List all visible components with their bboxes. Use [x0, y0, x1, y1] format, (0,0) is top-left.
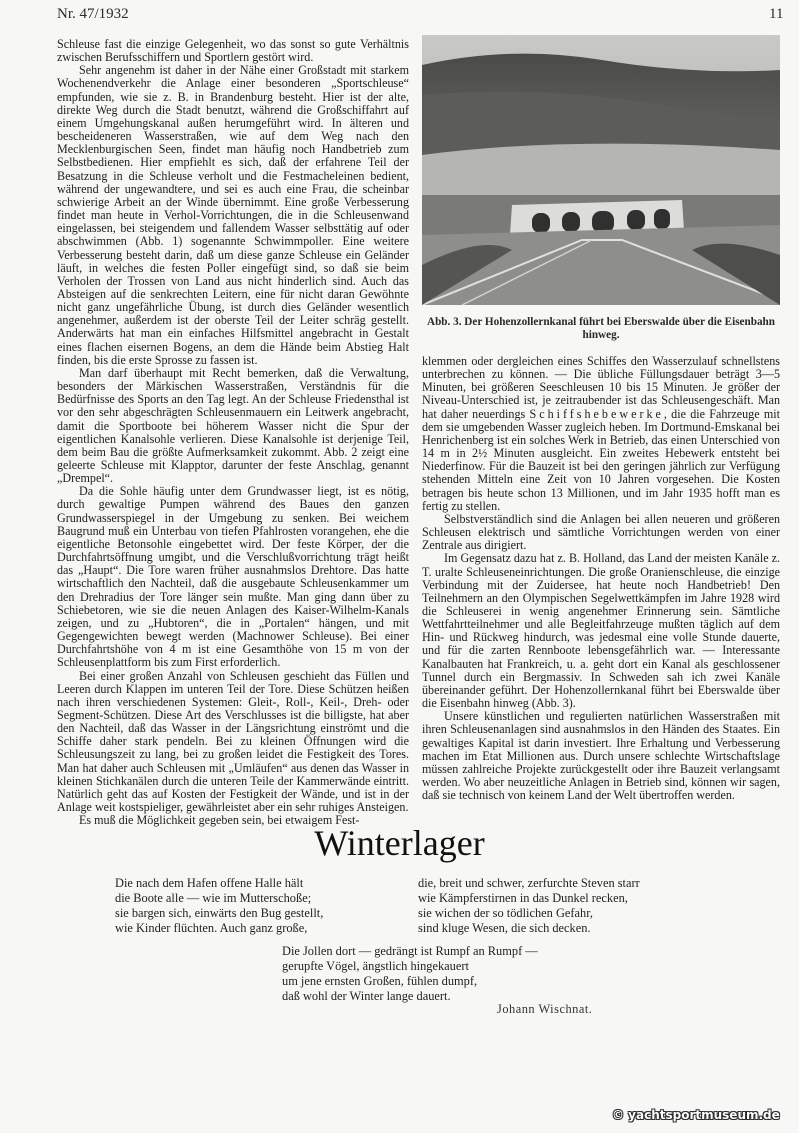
poem-line: die Boote alle — wie im Mutterschoße;	[115, 891, 312, 905]
paragraph: Es muß die Möglichkeit gegeben sein, bei etwaigem Fest-	[79, 813, 360, 828]
paragraph: Selbstverständlich sind die Anlagen bei allen neueren und größeren Schleusen elektrisch und sämtliche Vorrichtungen werden von einer Zentrale aus dirigiert.	[422, 511, 780, 553]
paragraph: Im Gegensatz dazu hat z. B. Holland, das Land der meisten Kanäle z. T. uralte Schleuseneinrichtungen. Die große Oranienschleuse, die einzige Verbindung mit der Zuidersee, hat heute noch Handbetrieb! Den Teilnehmern an den Olympischen Segelwettkämpfen im Jahre 1928 wird die Schleuserei in wenig angenehmer Erinnerung sein. Sämtliche Wettfahrtteilnehmer und alle Begleitfahrzeuge mußten täglich auf dem Hin- und Rückweg hindurch, was jedesmal eine volle Stunde dauerte, und für die zarten Rennboote lebensgefährlich war. — Interessante Kanalbauten hat Frankreich, u. a. geht dort ein Kanal als geschlossener Tunnel durch ein Bergmassiv. In Schweden sah ich zwei Kanäle übereinander geführt. Der Hohenzollernkanal führt bei Eberswalde über die Eisenbahn hinweg (Abb. 3).	[422, 551, 780, 711]
poem-line: daß wohl der Winter lange dauert.	[282, 989, 451, 1003]
issue-number: Nr. 47/1932	[57, 6, 129, 22]
poem-line: sie wichen der so tödlichen Gefahr,	[418, 906, 593, 920]
watermark: © yachtsportmuseum.de	[612, 1108, 780, 1122]
poem-line: die, breit und schwer, zerfurchte Steven starr	[418, 876, 640, 890]
poem-line: sind kluge Wesen, die sich decken.	[418, 921, 591, 935]
poem-line: Die Jollen dort — gedrängt ist Rumpf an Rumpf —	[282, 944, 538, 958]
page-number: 11	[769, 6, 784, 22]
poem-title: Winterlager	[314, 823, 485, 863]
poem-line: um jene ernsten Großen, fühlen dumpf,	[282, 974, 478, 988]
text: , die die Fahrzeuge mit dem sie umgebenden Wasser zugleich heben. Im Dortmund-Emskanal bei Henrichenberg ist ein solches Werk in Betrieb, das einen Unterschied von 14 m in 2½ Minuten ausgleicht. Ein zweites Hebewerk entsteht bei Niederfinow. Für die Bauzeit ist bei den geringen jährlich zur Verfügung stehenden Mitteln eine Zeit von 10 Jahren vorgesehen. Die Kosten betragen bis heute schon 13 Millionen, und im Jahr 1935 hofft man es fertig zu stellen.	[422, 406, 780, 513]
paragraph: Da die Sohle häufig unter dem Grundwasser liegt, ist es nötig, durch gewaltige Pumpen während des Baues den ganzen Grundwasserspiegel in der Umgebung zu senken. Bei weichem Baugrund muß ein Unterbau von tiefen Pfahlrosten vorangehen, ehe die eigentliche Betonsohle eingebettet wird. Der feste Körper, der die Durchfahrtsöffnung umgibt, und die Verschlußvorrichtung trägt heißt das „Haupt“. Die Tore waren früher ausnahmslos Drehtore. Das hatte wirtschaftlich den Nachteil, daß die ausgebaute Schleusenkammer um den Drehradius der Tore länger sein mußte. Man ging dann über zu Schiebetoren, wie sie die neuen Anlagen des Kaiser-Wilhelm-Kanals zeigen, und zu „Hubtoren“, die in „Portalen“ hängen, und mit Gegengewichten bewegt werden (Machnower Schleuse). Bei einer Durchfahrtshöhe von 4 m ist eine Gesamthöhe von 15 m von der Schleusenplattform bis zum First erforderlich.	[57, 484, 409, 670]
figure-caption: Abb. 3. Der Hohenzollernkanal führt bei Eberswalde über die Eisenbahn hinweg.	[427, 316, 775, 341]
poem-line: sie bargen sich, einwärts den Bug gestellt,	[115, 906, 324, 920]
poem-stanza	[115, 876, 323, 936]
paragraph	[422, 355, 780, 513]
poem-stanza	[418, 876, 640, 936]
poem-line: wie Kinder flüchten. Auch ganz große,	[115, 921, 308, 935]
poem-line: gerupfte Vögel, ängstlich hingekauert	[282, 959, 469, 973]
paragraph: Unsere künstlichen und regulierten natürlichen Wasserstraßen mit ihren Schleusenanlagen sind ausnahmslos in den Händen des Staates. Ein gewaltiges Kapital ist darin investiert. Ihre Erhaltung und Verbesserung machen im Etat Millionen aus. Durch unsere schlechte Wirtschaftslage müssen zahlreiche Projekte zurückgestellt oder ihre Bauzeit verlangsamt werden. Wo aber neuzeitliche Anlagen in Betrieb sind, können wir sagen, daß sie technisch von keinem Land der Welt übertroffen werden.	[422, 709, 780, 803]
emphasized-term: Schiffshebewerke	[529, 406, 664, 421]
poem-line: Die nach dem Hafen offene Halle hält	[115, 876, 304, 890]
paragraph: Sehr angenehm ist daher in der Nähe einer Großstadt mit starkem Wochenendverkehr die Anlage einer besonderen „Sportschleuse“ empfunden, wie sie z. B. in Brandenburg besteht. Hier ist der alte, direkte Weg durch die Stadt benutzt, während die Großschiffahrt auf einem Umgehungskanal außen herumgeführt wird. In älteren und bescheideneren Wasserstraßen, wie auf dem Weg nach den Mecklenburgischen Seen, findet man häufig noch Handbetrieb zum Selbstbedienen. Hier empfiehlt es sich, daß der erfahrene Teil der Besatzung in die Schleuse verholt und die Festmacheleinen bedient, während der ungewandtere, und sei es auch eine Frau, die scheinbar schwierige Arbeit an der Winde übernimmt. Eine große Verbesserung findet man heute in Verhol-Vorrichtungen, die in die Schleusenwand eingelassen, bei steigendem und fallendem Wasser selbsttätig auf oder abschwimmen (Abb. 1) sogenannte Schwimmpoller. Eine weitere Verbesserung besteht darin, daß um diese ganze Schleuse ein Geländer läuft, in welches die festen Poller eingefügt sind, so daß sie beim Verholen der Trossen von Land aus nicht hinderlich sind. Auch das Absteigen auf die senkrechten Leitern, eine für nicht daran Gewöhnte nicht ganz ungefährliche Übung, ist durch dies Geländer wesentlich angenehmer, außerdem ist der oberste Teil der Leiter schräg gestellt. Anderwärts hat man ein einfaches Hilfsmittel angebracht in Gestalt eines flachen eisernen Bogens, an dem die Hände beim Abstieg Halt finden, bis die erste Sprosse zu fassen ist.	[57, 63, 409, 367]
article-right-column	[422, 355, 780, 802]
paragraph: Schleuse fast die einzige Gelegenheit, wo das sonst so gute Verhältnis zwischen Berufsschiffern und Sportlern gestört wird.	[57, 37, 409, 65]
poem-author: Johann Wischnat.	[497, 1002, 593, 1016]
text: klemmen oder dergleichen eines Schiffes den Wasserzulauf schnellstens unterbrechen zu können. — Die übliche Füllungsdauer beträgt 3—5 Minuten, bei größeren Seeschleusen 10 bis 15 Minuten. Je größer der Niveau-Unterschied ist, je zeitraubender ist das Schleusengeschäft. Man hat daher neuerdings	[422, 354, 780, 421]
paragraph: Man darf überhaupt mit Recht bemerken, daß die Verwaltung, besonders der Märkischen Wasserstraßen, Verständnis für die Bedürfnisse des Sports an den Tag legt. An der Schleuse Friedensthal ist vor den sehr abgeschrägten Schleusenmauern ein Leitwerk angebracht, damit die Sportboote bei höherem Wasser nicht die Spur der eigentlichen Kanalsohle verlieren. Diese Kanalsohle ist derjenige Teil, dem beim Bau die größte Aufmerksamkeit zukommt. Abb. 2 zeigt eine geleerte Schleuse mit Klapptor, darunter der feste Anschlag, genannt „Drempel“.	[57, 365, 409, 486]
paragraph: Bei einer großen Anzahl von Schleusen geschieht das Füllen und Leeren durch Klappen im unteren Teil der Tore. Diese Schützen heißen nach ihren verschiedenen Systemen: Gleit-, Roll-, Keil-, Dreh- oder Segment-Schützen. Diese Art des Verschlusses ist die billigste, hat aber den Nachteil, daß das Wasser in der Längsrichtung einströmt und die Schiffe daher stark pendeln. Bei zu kleinen Öffnungen wird die Schleusungszeit zu lang, bei zu großen leidet die Festigkeit des Tores. Man hat daher auch Schleusen mit „Umläufen“ aus denen das Wasser in kleinen Stichkanälen durch die unteren Teile der Kammerwände eintritt. Natürlich geht das auf Kosten der Festigkeit der Wände, und ist in der Anlage weit kostspieliger, gewährleistet aber ein sehr ruhiges Ansteigen.	[57, 668, 409, 815]
poem-line: wie Kämpferstirnen in das Dunkel recken,	[418, 891, 628, 905]
poem-stanza	[282, 944, 538, 1004]
photo-hohenzollernkanal-bridge	[422, 35, 780, 305]
article-left-column	[57, 38, 409, 827]
